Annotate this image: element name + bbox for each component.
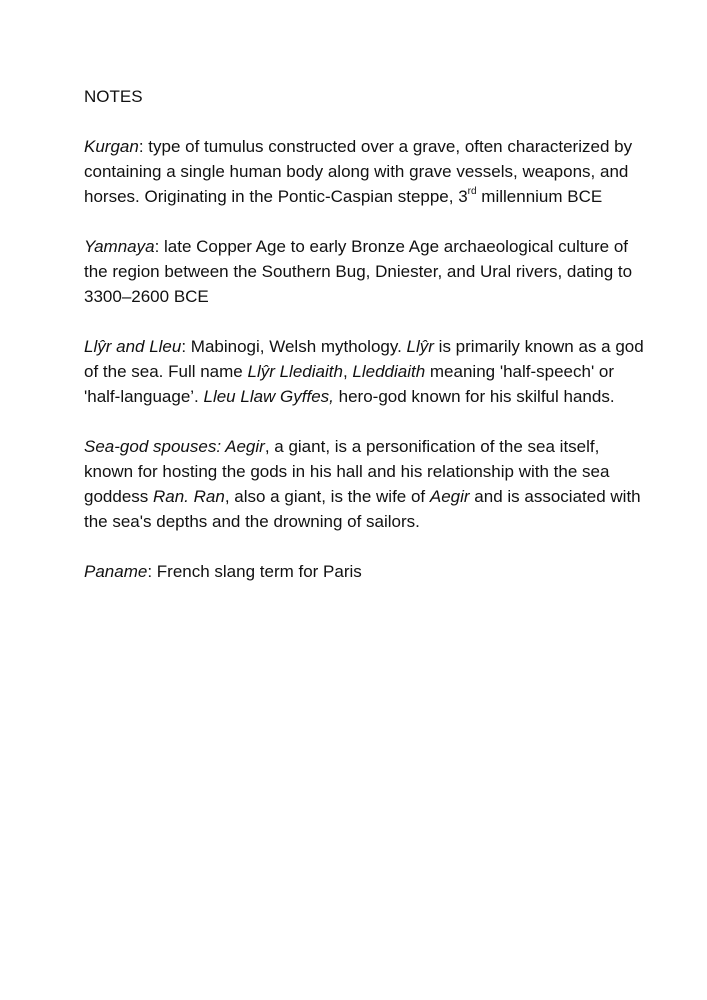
note-llyr-and-lleu xyxy=(84,334,644,409)
note-text: is primarily known as a god of the sea. Full name xyxy=(84,337,644,381)
note-text: : Mabinogi, Welsh mythology. xyxy=(181,337,407,356)
italic-name: Llŷr xyxy=(406,337,434,356)
note-text: , also a giant, is the wife of xyxy=(224,487,430,506)
italic-name: Lleddiaith xyxy=(352,362,426,381)
note-kurgan xyxy=(84,134,644,209)
italic-name: Ran. Ran xyxy=(153,487,225,506)
note-text: hero-god known for his skilful hands. xyxy=(333,387,615,406)
note-term: Sea-god spouses: Aegir xyxy=(84,437,265,456)
note-text: , a giant, is a personification of the sea itself, known for hosting the gods in his hall and his relationship with the sea goddess xyxy=(84,437,610,506)
note-text: , xyxy=(342,362,353,381)
note-paname xyxy=(84,559,644,584)
italic-name: Llŷr Llediaith xyxy=(247,362,343,381)
note-term: Llŷr and Lleu xyxy=(84,337,182,356)
note-text: and is associated with the sea's depths and the drowning of sailors. xyxy=(84,487,641,531)
note-text: : French slang term for Paris xyxy=(147,562,362,581)
note-text: meaning 'half-speech' or 'half-language’. xyxy=(84,362,615,406)
note-yamnaya xyxy=(84,234,644,309)
note-text: millennium BCE xyxy=(476,187,603,206)
notes-page xyxy=(84,84,644,584)
note-term: Paname xyxy=(84,562,148,581)
italic-name: Aegir xyxy=(429,487,470,506)
note-text: : type of tumulus constructed over a grave, often characterized by containing a single human body along with grave vessels, weapons, and horses. Originating in the Pontic-Caspian steppe, 3 xyxy=(84,137,633,206)
page-heading: NOTES xyxy=(84,87,143,106)
note-text: : late Copper Age to early Bronze Age archaeological culture of the region between the Southern Bug, Dniester, and Ural rivers, dating to 3300–2600 BCE xyxy=(84,237,633,306)
note-term: Kurgan xyxy=(84,137,139,156)
italic-name: Lleu Llaw Gyffes, xyxy=(203,387,334,406)
ordinal-superscript: rd xyxy=(467,186,477,198)
note-sea-god-spouses xyxy=(84,434,644,534)
note-term: Yamnaya xyxy=(84,237,155,256)
